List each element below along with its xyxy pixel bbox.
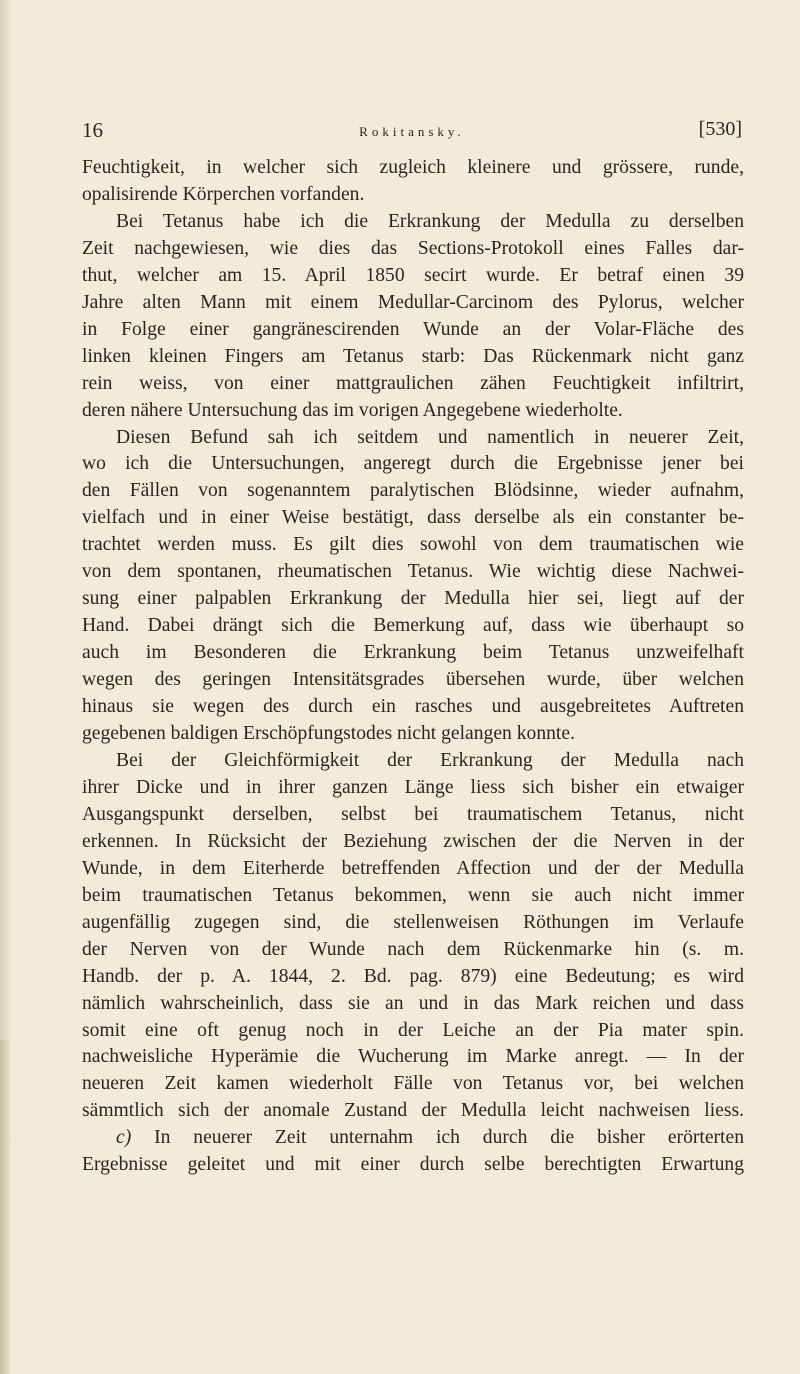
text-line: gegebenen baldigen Erschöpfungstodes nicht gelangen konnte. bbox=[82, 723, 575, 745]
text-line: nachweisliche Hyperämie die Wucherung im Marke anregt. — In der bbox=[82, 1046, 744, 1068]
page-edge-stain bbox=[0, 1040, 10, 1374]
text-line: wo ich die Untersuchungen, angeregt durch die Ergebnisse jener bei bbox=[82, 453, 744, 475]
text-line: augenfällig zugegen sind, die stellenweisen Röthungen im Verlaufe bbox=[82, 911, 744, 933]
text-line: trachtet werden muss. Es gilt dies sowohl von dem traumatischen wie bbox=[82, 534, 744, 556]
text-line: linken kleinen Fingers am Tetanus starb: Das Rückenmark nicht ganz bbox=[82, 345, 744, 367]
text-line: somit eine oft genug noch in der Leiche an der Pia mater spin. bbox=[82, 1019, 744, 1041]
text-line: hinaus sie wegen des durch ein rasches und ausgebreitetes Auftreten bbox=[82, 696, 744, 718]
section-marker: c) bbox=[116, 1127, 132, 1149]
text-line: der Nerven von der Wunde nach dem Rückenmarke hin (s. m. bbox=[82, 938, 744, 960]
text-line: von dem spontanen, rheumatischen Tetanus. Wie wichtig diese Nachwei- bbox=[82, 561, 744, 583]
text-line: In neuerer Zeit unternahm ich durch die bisher erörterten bbox=[154, 1127, 744, 1149]
text-line: Ergebnisse geleitet und mit einer durch selbe berechtigten Erwartung bbox=[82, 1154, 744, 1176]
text-line: beim traumatischen Tetanus bekommen, wenn sie auch nicht immer bbox=[82, 884, 744, 906]
bracket-page-number: [530] bbox=[698, 118, 742, 140]
text-line: nämlich wahrscheinlich, dass sie an und in das Mark reichen und dass bbox=[82, 992, 744, 1014]
running-head bbox=[82, 116, 742, 150]
text-line: wegen des geringen Intensitätsgrades übersehen wurde, über welchen bbox=[82, 669, 744, 691]
page-number: 16 bbox=[82, 118, 103, 142]
text-line: in Folge einer gangränescirenden Wunde an der Volar-Fläche des bbox=[82, 318, 744, 340]
text-line: ihrer Dicke und in ihrer ganzen Länge liess sich bisher ein etwaiger bbox=[82, 776, 744, 798]
text-line: opalisirende Körperchen vorfanden. bbox=[82, 183, 365, 205]
text-line: Bei der Gleichförmigkeit der Erkrankung der Medulla nach bbox=[116, 749, 744, 771]
text-line: den Fällen von sogenanntem paralytischen Blödsinne, wieder aufnahm, bbox=[82, 480, 744, 502]
text-line: Wunde, in dem Eiterherde betreffenden Affection und der der Medulla bbox=[82, 857, 744, 879]
text-line: Bei Tetanus habe ich die Erkrankung der Medulla zu derselben bbox=[116, 210, 744, 232]
running-title: Rokitansky. bbox=[359, 124, 465, 139]
text-line: Zeit nachgewiesen, wie dies das Sections-Protokoll eines Falles dar- bbox=[82, 237, 744, 259]
text-line: rein weiss, von einer mattgraulichen zähen Feuchtigkeit infiltrirt, bbox=[82, 372, 744, 394]
text-line: deren nähere Untersuchung das im vorigen Angegebene wiederholte. bbox=[82, 399, 623, 421]
text-line: vielfach und in einer Weise bestätigt, dass derselbe als ein constanter be- bbox=[82, 507, 744, 529]
text-line: Ausgangspunkt derselben, selbst bei traumatischem Tetanus, nicht bbox=[82, 803, 744, 825]
text-line-section-c bbox=[82, 1125, 744, 1152]
text-line: Feuchtigkeit, in welcher sich zugleich kleinere und grössere, runde, bbox=[82, 157, 744, 178]
text-line: auch im Besonderen die Erkrankung beim Tetanus unzweifelhaft bbox=[82, 642, 744, 664]
text-line: Diesen Befund sah ich seitdem und namentlich in neuerer Zeit, bbox=[116, 426, 744, 448]
text-line: Hand. Dabei drängt sich die Bemerkung auf, dass wie überhaupt so bbox=[82, 615, 744, 637]
text-line: sung einer palpablen Erkrankung der Medulla hier sei, liegt auf der bbox=[82, 588, 744, 610]
text-line: erkennen. In Rücksicht der Beziehung zwischen der die Nerven in der bbox=[82, 830, 744, 852]
text-line: Jahre alten Mann mit einem Medullar-Carcinom des Pylorus, welcher bbox=[82, 291, 744, 313]
text-line: sämmtlich sich der anomale Zustand der Medulla leicht nachweisen liess. bbox=[82, 1100, 744, 1122]
text-line: thut, welcher am 15. April 1850 secirt wurde. Er betraf einen 39 bbox=[82, 264, 744, 286]
text-line: Handb. der p. A. 1844, 2. Bd. pag. 879) eine Bedeutung; es wird bbox=[82, 965, 744, 987]
text-line: neueren Zeit kamen wiederholt Fälle von Tetanus vor, bei welchen bbox=[82, 1073, 744, 1095]
body-text bbox=[82, 155, 744, 1179]
